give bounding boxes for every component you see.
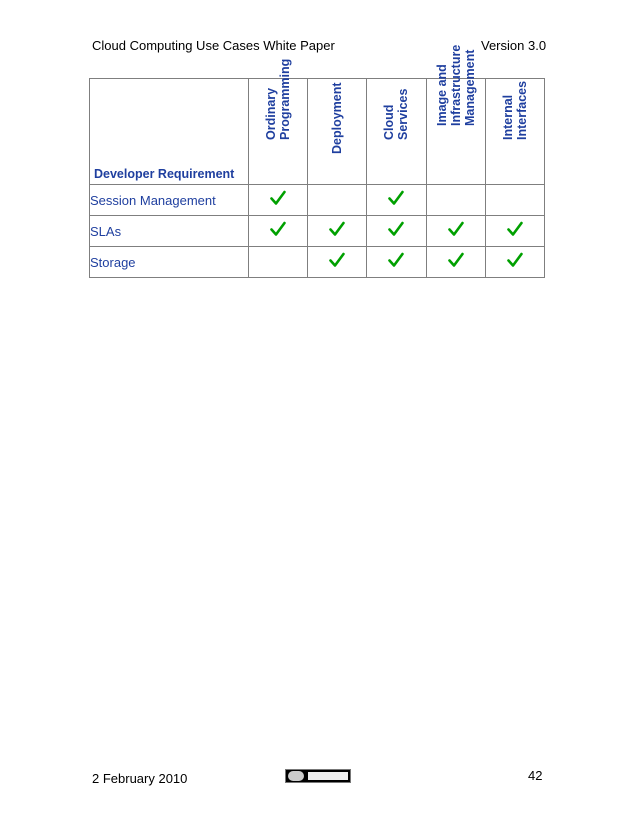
footer-page-number: 42	[528, 768, 543, 783]
cc-by-sa-badge-icon	[285, 769, 351, 783]
checkmark-icon	[329, 252, 345, 268]
cc-mark-icon	[288, 771, 304, 781]
checkmark-icon	[388, 221, 404, 237]
column-header-line: Management	[462, 49, 477, 126]
column-header-line: Services	[396, 88, 411, 140]
checkmark-icon	[329, 221, 345, 237]
table-row	[90, 247, 545, 278]
checkmark-icon	[507, 252, 523, 268]
checkmark-icon	[270, 221, 286, 237]
column-header	[367, 79, 426, 185]
column-header	[485, 79, 544, 185]
table-cell	[249, 216, 308, 247]
column-header-line: Programming	[278, 58, 293, 140]
license-label-icon	[308, 772, 348, 780]
checkmark-icon	[270, 190, 286, 206]
table-cell	[485, 247, 544, 278]
table-cell	[367, 247, 426, 278]
table-cell	[367, 216, 426, 247]
table-cell	[426, 185, 485, 216]
column-header	[249, 58, 308, 185]
table-row	[90, 185, 545, 216]
table-header-row	[90, 79, 545, 185]
row-label: SLAs	[90, 216, 249, 247]
column-header	[426, 44, 485, 185]
column-header-line: Image and	[434, 64, 449, 126]
table-cell	[485, 185, 544, 216]
checkmark-icon	[448, 221, 464, 237]
table-cell	[308, 216, 367, 247]
corner-header	[90, 79, 249, 185]
header-version: Version 3.0	[481, 38, 547, 53]
footer-date: 2 February 2010	[92, 771, 188, 786]
table-cell	[367, 185, 426, 216]
checkmark-icon	[388, 252, 404, 268]
row-label: Session Management	[90, 185, 249, 216]
table-cell	[426, 247, 485, 278]
column-header-line: Infrastructure	[448, 44, 463, 126]
column-header	[308, 79, 367, 185]
table-cell	[485, 216, 544, 247]
table-cell	[308, 185, 367, 216]
row-label: Storage	[90, 247, 249, 278]
table-cell	[249, 247, 308, 278]
checkmark-icon	[507, 221, 523, 237]
column-header-line: Deployment	[330, 82, 345, 154]
checkmark-icon	[448, 252, 464, 268]
corner-label: Developer Requirement	[94, 167, 235, 181]
header-title: Cloud Computing Use Cases White Paper	[92, 38, 335, 53]
column-header-line: Interfaces	[514, 80, 529, 140]
table-row	[90, 216, 545, 247]
column-header-line: Internal	[500, 94, 515, 140]
checkmark-icon	[388, 190, 404, 206]
column-header-line: Cloud	[382, 104, 397, 140]
table-cell	[308, 247, 367, 278]
column-header-line: Ordinary	[264, 87, 279, 140]
table-cell	[249, 185, 308, 216]
table-cell	[426, 216, 485, 247]
